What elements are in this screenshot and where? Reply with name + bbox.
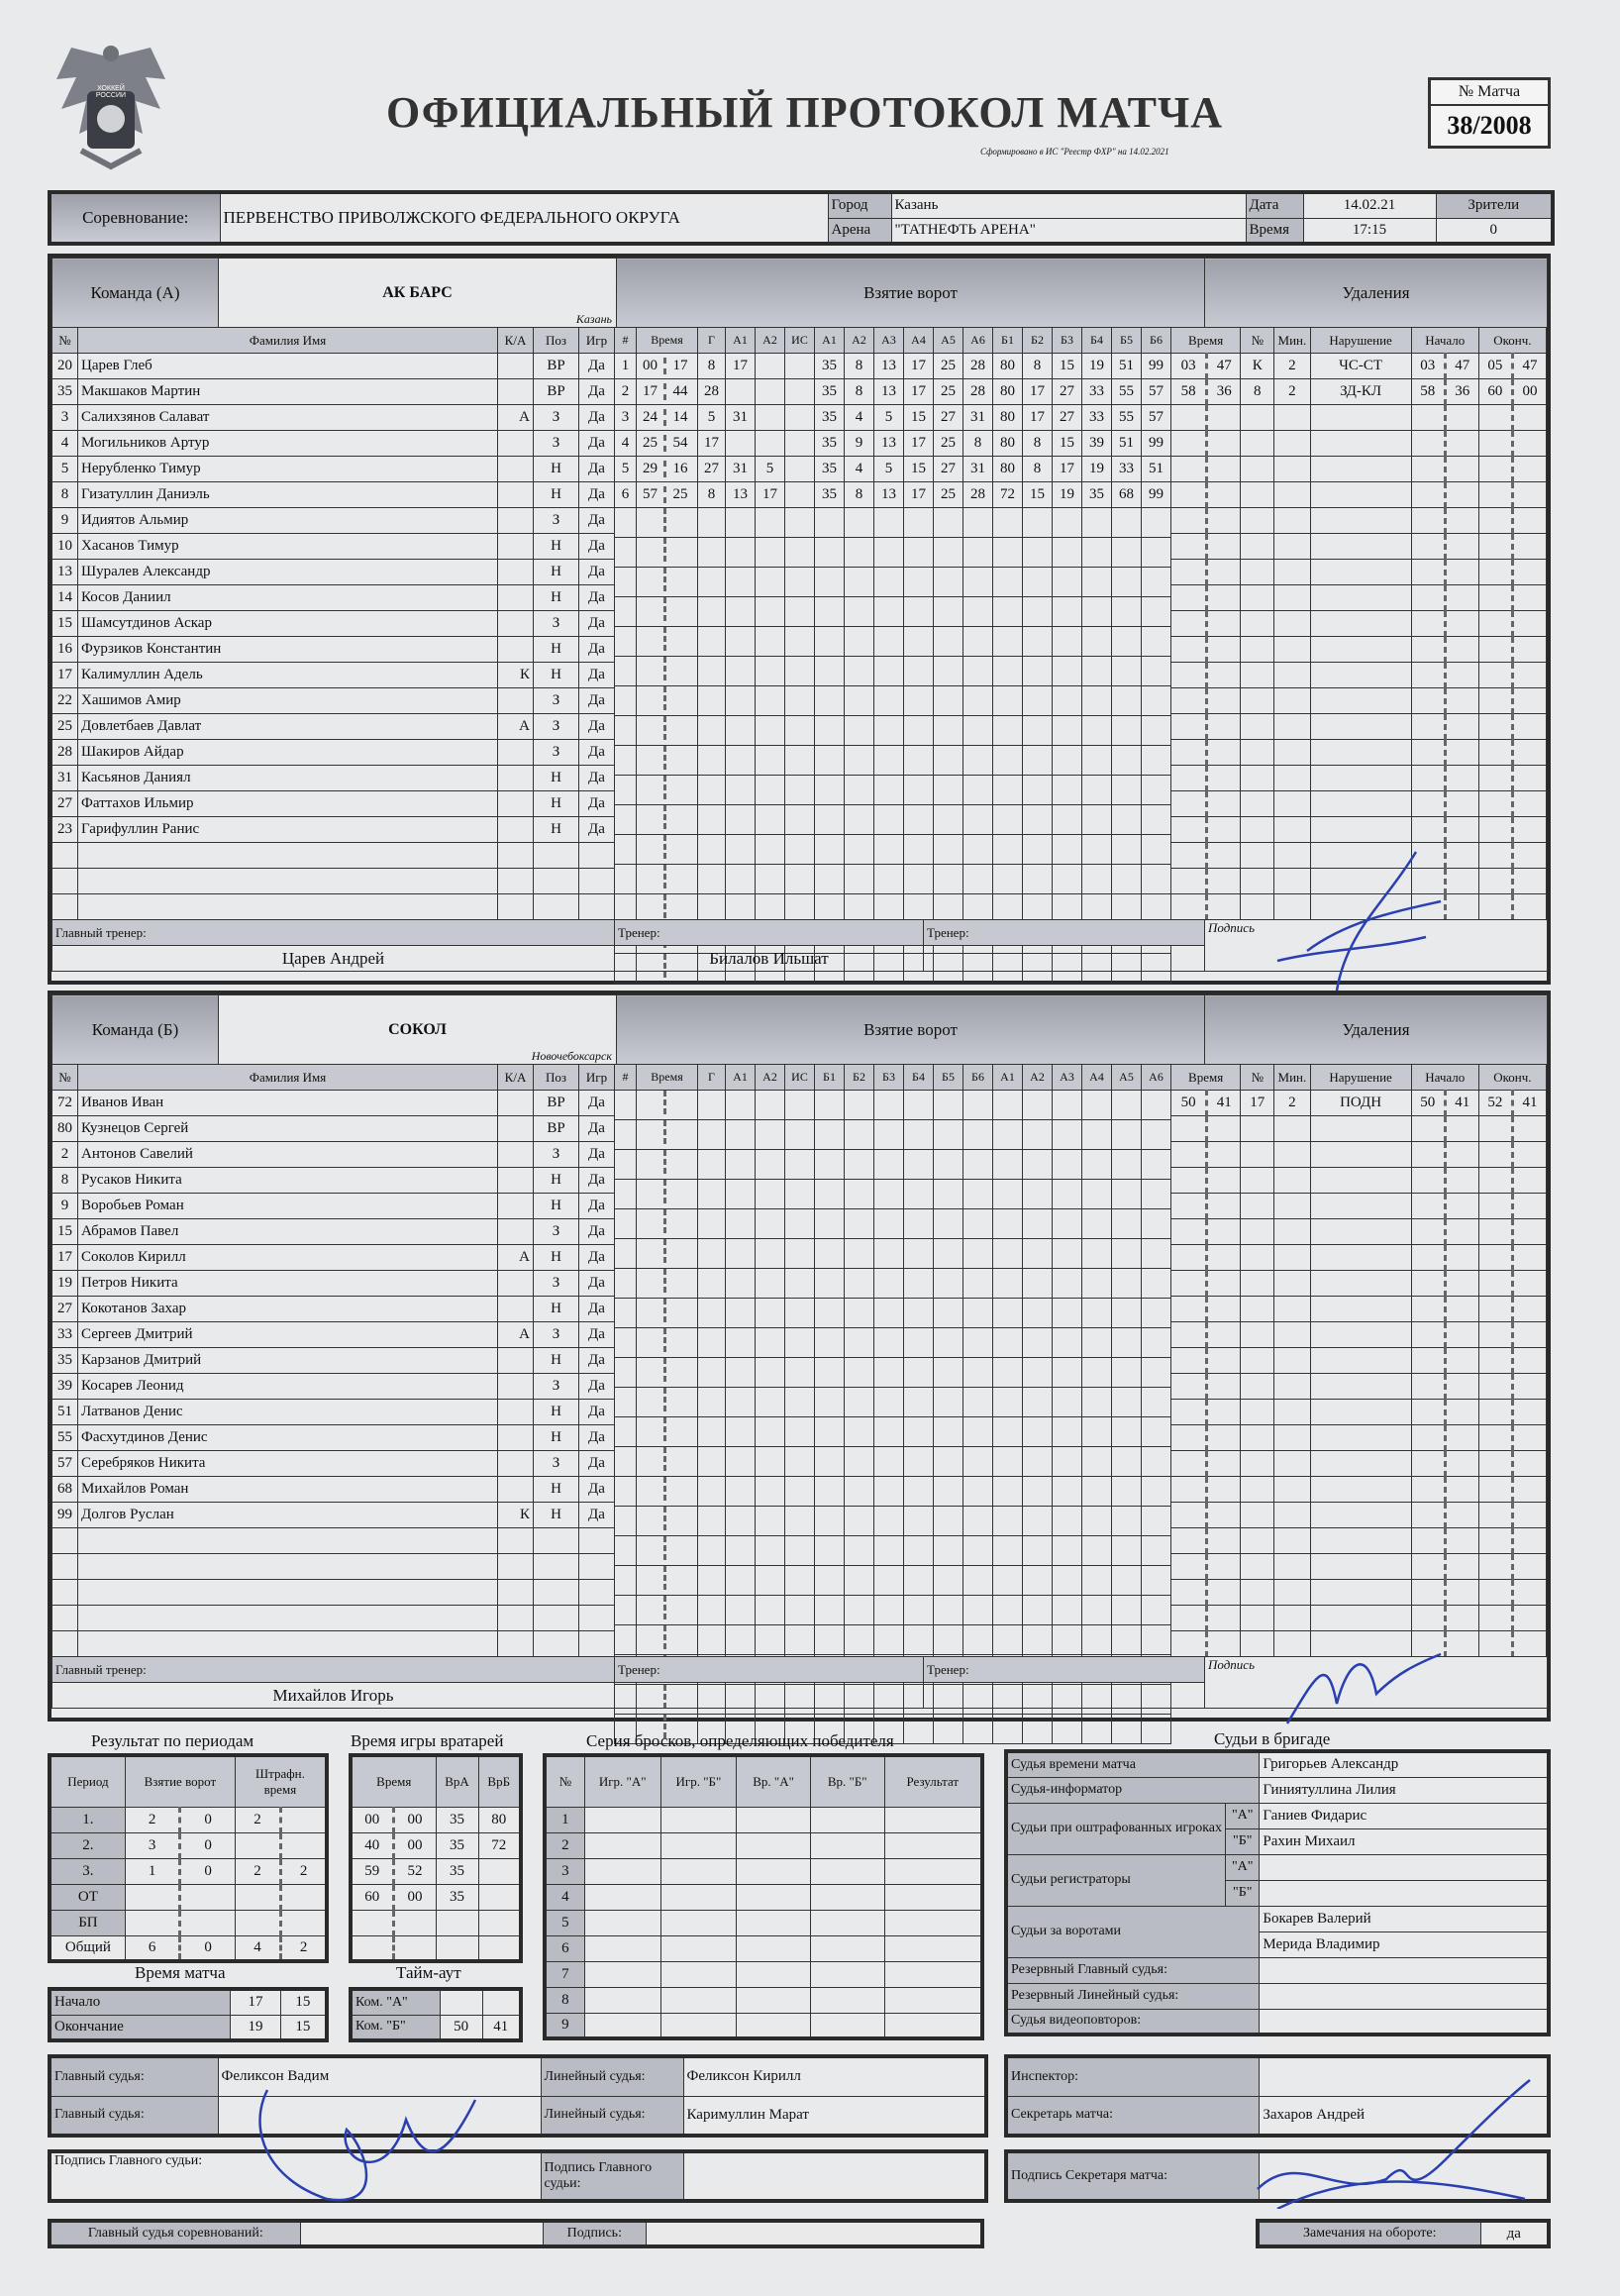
player-name: Макшаков Мартин xyxy=(78,379,498,405)
player-name: Антонов Савелий xyxy=(78,1142,498,1168)
player-name: Могильников Артур xyxy=(78,431,498,457)
player-name: Русаков Никита xyxy=(78,1168,498,1194)
eagle-emblem-icon xyxy=(51,40,170,178)
table-row: 5 Нерубленко Тимур Н Да xyxy=(52,457,615,482)
match-info xyxy=(48,190,1555,246)
team-b-city: Новочебоксарск xyxy=(531,1049,612,1063)
team-b-name-cell xyxy=(219,995,617,1065)
player-name: Михайлов Роман xyxy=(78,1477,498,1503)
date-label: Дата xyxy=(1246,192,1303,218)
match-time-table: Начало 17 15 Окончание 19 15 xyxy=(48,1987,329,2042)
player-name: Салихзянов Салават xyxy=(78,405,498,431)
table-row: 28 Шакиров Айдар З Да xyxy=(52,740,615,766)
table-row: 8 Русаков Никита Н Да xyxy=(52,1168,615,1194)
date: 14.02.21 xyxy=(1303,192,1436,218)
player-name: Петров Никита xyxy=(78,1271,498,1297)
inspector-table: Инспектор: Секретарь матча: Захаров Андрей xyxy=(1004,2054,1551,2138)
main-referees-table: Главный судья: Феликсон Вадим Линейный судья: Феликсон Кирилл Главный судья: Линейный судья: Каримуллин Марат xyxy=(48,2054,988,2138)
player-name: Идиятов Альмир xyxy=(78,508,498,534)
page-title: ОФИЦИАЛЬНЫЙ ПРОТОКОЛ МАТЧА xyxy=(386,88,1224,137)
table-row xyxy=(52,843,615,869)
player-name: Сергеев Дмитрий xyxy=(78,1322,498,1348)
team-a-name-cell xyxy=(219,259,617,328)
table-row: 99 Долгов Руслан К Н Да xyxy=(52,1503,615,1528)
table-row: 15 Шамсутдинов Аскар З Да xyxy=(52,611,615,637)
team-a-label: Команда (А) xyxy=(52,259,219,328)
table-row xyxy=(52,1528,615,1554)
team-b-roster: № Фамилия Имя К/А Поз Игр 72 Иванов Иван ВР Да 80 Кузнецов Сергей ВР Да 2 Антонов Савелий З Да 8 Русаков Никита Н Да 9 Воробьев Роман Н Да 15 Абрамов Павел З Да 17 Соколов Кирилл А Н Да 19 Петров Никита З Да 27 Кокотанов Захар Н Да 33 Сергеев Дмитрий А З Да 35 Карзанов Дмитрий Н Да 39 Косарев Леонид З Да 51 Латванов Денис Н Да 55 Фасхутдинов Денис Н Да 57 Серебряков Никита З Да 68 Михайлов Роман Н Да 99 Долгов Руслан К Н Да xyxy=(51,1064,615,1657)
table-row: 57 Серебряков Никита З Да xyxy=(52,1451,615,1477)
table-row: 20 Царев Глеб ВР Да xyxy=(52,354,615,379)
goals-header: Взятие ворот xyxy=(617,995,1205,1065)
player-name: Нерубленко Тимур xyxy=(78,457,498,482)
player-name: Косов Даниил xyxy=(78,585,498,611)
table-row: 39 Косарев Леонид З Да xyxy=(52,1374,615,1400)
player-name: Кузнецов Сергей xyxy=(78,1116,498,1142)
table-row xyxy=(52,1606,615,1631)
timeout-table: Ком. "А" Ком. "Б" 50 41 xyxy=(349,1987,523,2042)
periods-table: Период Взятие ворот Штрафн. время 1. 2 0 2 2. 3 0 3. 1 0 2 2 ОТ БП Общий 6 0 4 2 xyxy=(48,1753,329,1963)
logo-text: ХОККЕЙ РОССИИ xyxy=(95,85,127,99)
shootout-table: № Игр. "А" Игр. "Б" Вр. "А" Вр. "Б" Результат 1 2 3 4 5 6 7 8 9 xyxy=(543,1753,984,2040)
table-row: 2 Антонов Савелий З Да xyxy=(52,1142,615,1168)
head-coach: Царев Андрей xyxy=(52,946,615,972)
goals-header: Взятие ворот xyxy=(617,259,1205,328)
player-name: Латванов Денис xyxy=(78,1400,498,1425)
team-a-city: Казань xyxy=(575,312,612,326)
player-name: Гизатуллин Даниэль xyxy=(78,482,498,508)
team-a-penalties: Время № Мин. Нарушение Начало Оконч. 03 47 К 2 ЧС-СТ 03 47 05 47 58 36 8 2 ЗД-КЛ 58 36 60 00 xyxy=(1170,327,1547,920)
player-name: Серебряков Никита xyxy=(78,1451,498,1477)
table-row: 68 Михайлов Роман Н Да xyxy=(52,1477,615,1503)
table-row: 13 Шуралев Александр Н Да xyxy=(52,560,615,585)
table-row: 10 Хасанов Тимур Н Да xyxy=(52,534,615,560)
player-name: Косарев Леонид xyxy=(78,1374,498,1400)
goalie-time-table: Время ВрА ВрБ 00 00 35 80 40 00 35 72 59 52 35 60 00 35 xyxy=(349,1753,523,1963)
player-name: Шакиров Айдар xyxy=(78,740,498,766)
table-row: 22 Хашимов Амир З Да xyxy=(52,688,615,714)
spectators-label: Зрители xyxy=(1436,192,1553,218)
timeout-title: Тайм-аут xyxy=(396,1963,461,1982)
player-name: Довлетбаев Давлат xyxy=(78,714,498,740)
table-row xyxy=(52,1631,615,1657)
table-row: 23 Гарифуллин Ранис Н Да xyxy=(52,817,615,843)
team-b-goals: # Время Г А1 А2 ИС Б1 Б2 Б3 Б4 Б5 Б6 А1 А2 А3 А4 А5 А6 xyxy=(614,1064,1171,1744)
table-row: 14 Косов Даниил Н Да xyxy=(52,585,615,611)
table-row xyxy=(52,1554,615,1580)
player-name: Хасанов Тимур xyxy=(78,534,498,560)
fhr-logo xyxy=(51,40,170,178)
player-name: Кокотанов Захар xyxy=(78,1297,498,1322)
player-name: Касьянов Даниял xyxy=(78,766,498,791)
table-row: 19 Петров Никита З Да xyxy=(52,1271,615,1297)
team-b-name: СОКОЛ xyxy=(388,1020,447,1038)
table-row xyxy=(52,1580,615,1606)
player-name: Соколов Кирилл xyxy=(78,1245,498,1271)
competition-label: Соревнование: xyxy=(50,192,220,244)
player-name: Гарифуллин Ранис xyxy=(78,817,498,843)
match-number-label: № Матча xyxy=(1431,80,1548,106)
table-row: 17 Соколов Кирилл А Н Да xyxy=(52,1245,615,1271)
table-row: 17 Калимуллин Адель К Н Да xyxy=(52,663,615,688)
table-row: 80 Кузнецов Сергей ВР Да xyxy=(52,1116,615,1142)
table-row: 72 Иванов Иван ВР Да xyxy=(52,1091,615,1116)
spectators: 0 xyxy=(1436,218,1553,244)
team-a-coaches: Главный тренер: Тренер: Тренер: Подпись Царев Андрей Билалов Ильшат xyxy=(51,919,1548,972)
arena-label: Арена xyxy=(828,218,891,244)
match-number: 38/2008 xyxy=(1447,111,1532,140)
player-name: Карзанов Дмитрий xyxy=(78,1348,498,1374)
penalties-header: Удаления xyxy=(1205,259,1548,328)
table-row: 33 Сергеев Дмитрий А З Да xyxy=(52,1322,615,1348)
coach: Билалов Ильшат xyxy=(615,946,924,972)
penalties-header: Удаления xyxy=(1205,995,1548,1065)
match-number-box xyxy=(1428,77,1551,149)
team-b-penalties: Время № Мин. Нарушение Начало Оконч. 50 41 17 2 ПОДН 50 41 52 41 xyxy=(1170,1064,1547,1657)
table-row: 27 Фаттахов Ильмир Н Да xyxy=(52,791,615,817)
team-a-goals: # Время Г А1 А2 ИС А1 А2 А3 А4 А5 А6 Б1 Б2 Б3 Б4 Б5 Б6 1 00 17 8 17 35 8 13 17 25 28 80 8 15 19 51 99 2 17 44 28 35 8 13 17 25 28 80 17 27 33 55 57 3 24 14 5 31 35 4 5 15 27 31 80 17 27 33 55 57 4 25 54 17 35 9 13 17 25 8 80 8 15 39 51 99 5 29 16 27 31 5 35 4 5 15 27 31 80 8 17 19 33 51 6 57 25 8 13 17 35 8 13 17 25 28 72 15 19 35 68 99 xyxy=(614,327,1171,984)
table-row xyxy=(52,869,615,894)
signature-table: Подпись Главного судьи: Подпись Главного судьи: xyxy=(48,2149,988,2203)
table-row: 15 Абрамов Павел З Да xyxy=(52,1219,615,1245)
referees-title: Судьи в бригаде xyxy=(1214,1729,1331,1748)
generated-note: Сформировано в ИС "Реестр ФХР" на 14.02.2021 xyxy=(980,147,1169,157)
city-label: Город xyxy=(828,192,891,218)
player-name: Фасхутдинов Денис xyxy=(78,1425,498,1451)
team-a-roster: № Фамилия Имя К/А Поз Игр 20 Царев Глеб ВР Да 35 Макшаков Мартин ВР Да 3 Салихзянов Салават А З Да 4 Могильников Артур З Да 5 Нерубленко Тимур Н Да 8 Гизатуллин Даниэль Н Да 9 Идиятов Альмир З Да 10 Хасанов Тимур Н Да 13 Шуралев Александр Н Да 14 Косов Даниил Н Да 15 Шамсутдинов Аскар З Да 16 Фурзиков Константин Н Да 17 Калимуллин Адель К Н Да 22 Хашимов Амир З Да 25 Довлетбаев Давлат А З Да 28 Шакиров Айдар З Да 31 Касьянов Даниял Н Да 27 Фаттахов Ильмир Н Да 23 Гарифуллин Ранис Н Да xyxy=(51,327,615,920)
shootout-title: Серия бросков, определяющих победителя xyxy=(586,1731,894,1750)
table-row: 55 Фасхутдинов Денис Н Да xyxy=(52,1425,615,1451)
remarks-row: Замечания на обороте: да xyxy=(1256,2219,1551,2248)
head-coach: Михайлов Игорь xyxy=(52,1683,615,1709)
start-time: 17:15 xyxy=(1303,218,1436,244)
table-row: 35 Карзанов Дмитрий Н Да xyxy=(52,1348,615,1374)
player-name: Шамсутдинов Аскар xyxy=(78,611,498,637)
table-row: 4 Могильников Артур З Да xyxy=(52,431,615,457)
table-row: 35 Макшаков Мартин ВР Да xyxy=(52,379,615,405)
player-name: Фурзиков Константин xyxy=(78,637,498,663)
competition: ПЕРВЕНСТВО ПРИВОЛЖСКОГО ФЕДЕРАЛЬНОГО ОКРУГА xyxy=(220,192,828,244)
time-label: Время xyxy=(1246,218,1303,244)
table-row: 51 Латванов Денис Н Да xyxy=(52,1400,615,1425)
city: Казань xyxy=(891,192,1246,218)
goalie-time-title: Время игры вратарей xyxy=(351,1731,504,1750)
table-row: 9 Воробьев Роман Н Да xyxy=(52,1194,615,1219)
player-name: Воробьев Роман xyxy=(78,1194,498,1219)
team-b-label: Команда (Б) xyxy=(52,995,219,1065)
player-name: Иванов Иван xyxy=(78,1091,498,1116)
table-row: 9 Идиятов Альмир З Да xyxy=(52,508,615,534)
table-row: 25 Довлетбаев Давлат А З Да xyxy=(52,714,615,740)
arena: "ТАТНЕФТЬ АРЕНА" xyxy=(891,218,1246,244)
periods-title: Результат по периодам xyxy=(91,1731,254,1750)
table-row: 8 Гизатуллин Даниэль Н Да xyxy=(52,482,615,508)
player-name: Фаттахов Ильмир xyxy=(78,791,498,817)
player-name: Абрамов Павел xyxy=(78,1219,498,1245)
player-name: Калимуллин Адель xyxy=(78,663,498,688)
player-name: Шуралев Александр xyxy=(78,560,498,585)
coach xyxy=(615,1683,924,1709)
table-row: 27 Кокотанов Захар Н Да xyxy=(52,1297,615,1322)
referees-table: Судья времени матча Григорьев Александр Судья-информатор Гиниятуллина Лилия Судьи при оштрафованных игроках "А" Ганиев Фидарис "Б" Рахин Михаил Судьи регистраторы "А" "Б" Судьи за воротами Бокарев Валерий Мерида Владимир Резервный Главный судья: Резервный Линейный судья: Судья видеоповторов: xyxy=(1004,1749,1551,2036)
table-row xyxy=(52,894,615,920)
team-a-name: АК БАРС xyxy=(382,283,453,301)
secretary-signature: Подпись Секретаря матча: xyxy=(1004,2149,1551,2203)
player-name: Царев Глеб xyxy=(78,354,498,379)
player-name: Долгов Руслан xyxy=(78,1503,498,1528)
chief-referee-row: Главный судья соревнований: Подпись: xyxy=(48,2219,984,2248)
player-name: Хашимов Амир xyxy=(78,688,498,714)
table-row: 16 Фурзиков Константин Н Да xyxy=(52,637,615,663)
match-time-title: Время матча xyxy=(135,1963,226,1982)
table-row: 31 Касьянов Даниял Н Да xyxy=(52,766,615,791)
team-b-coaches: Главный тренер: Тренер: Тренер: Подпись Михайлов Игорь xyxy=(51,1656,1548,1709)
table-row: 3 Салихзянов Салават А З Да xyxy=(52,405,615,431)
